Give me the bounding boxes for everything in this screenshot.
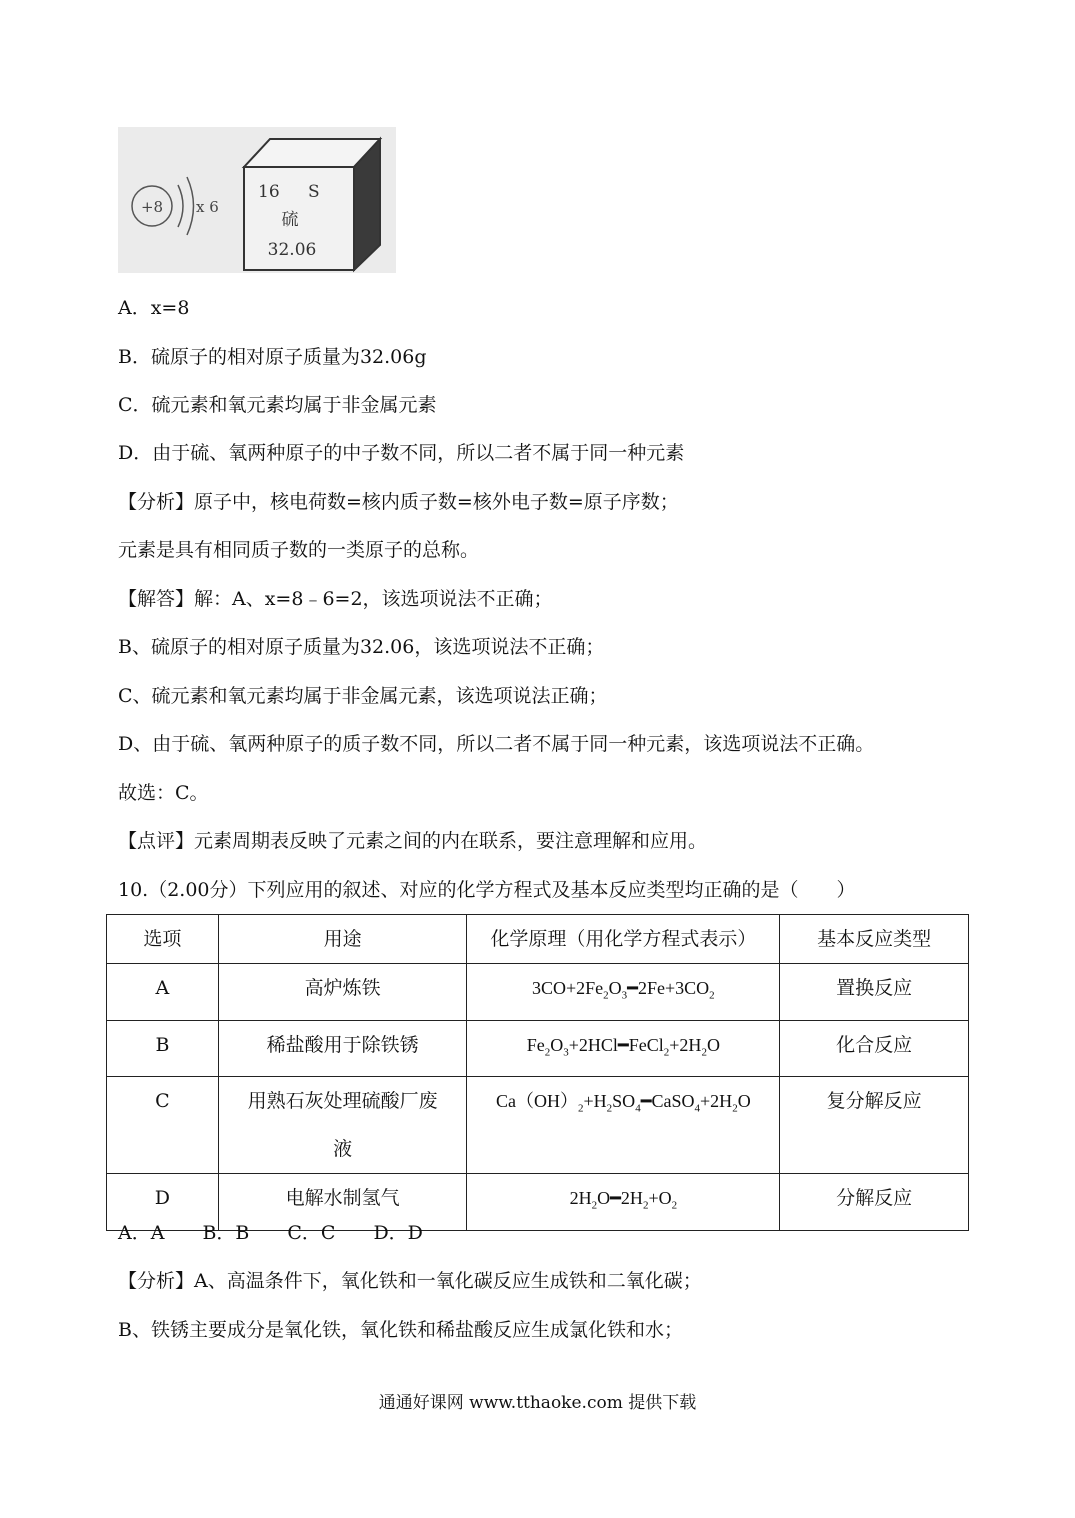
- atomic-mass: 32.06: [267, 240, 317, 260]
- header-cell: 选项: [107, 915, 219, 964]
- use-cell-line: 用熟石灰处理硫酸厂废: [247, 1090, 438, 1113]
- q9-option-a: A．x=8: [118, 297, 190, 319]
- equation-cell: $2H_2O━2H_2+O_2$: [467, 1174, 780, 1231]
- header-cell: 用途: [218, 915, 467, 964]
- use-cell: [218, 1077, 467, 1174]
- q9-option-c: C．硫元素和氧元素均属于非金属元素: [118, 394, 437, 416]
- figure-drawing: [118, 127, 396, 273]
- shell-arc-inner: [178, 185, 183, 227]
- shell-electron-label: x 6: [196, 198, 219, 216]
- table-header-row: [107, 915, 969, 964]
- use-cell-line: 液: [333, 1138, 353, 1161]
- option-cell: C: [107, 1077, 219, 1174]
- element-symbol: S: [308, 182, 320, 202]
- reaction-type-cell: 置换反应: [780, 964, 969, 1021]
- q9-answer-line: D、由于硫、氧两种原子的质子数不同，所以二者不属于同一种元素，该选项说法不正确。: [118, 733, 875, 755]
- q9-option-d: D．由于硫、氧两种原子的中子数不同，所以二者不属于同一种元素: [118, 442, 685, 464]
- q9-option-b: B．硫原子的相对原子质量为32.06g: [118, 346, 427, 368]
- q10-table: [106, 914, 969, 1231]
- q9-analysis-line: 元素是具有相同质子数的一类原子的总称。: [118, 539, 480, 561]
- atomic-number: 16: [258, 182, 280, 202]
- nucleus-charge: +8: [140, 198, 164, 216]
- q9-answer-line: C、硫元素和氧元素均属于非金属元素，该选项说法正确；: [118, 685, 608, 707]
- q9-analysis-line: 【分析】原子中，核电荷数=核内质子数=核外电子数=原子序数；: [118, 491, 679, 513]
- table-row: [107, 1077, 969, 1174]
- reaction-type-cell: 复分解反应: [780, 1077, 969, 1174]
- header-cell: 基本反应类型: [780, 915, 969, 964]
- atom-and-element-figure: [118, 127, 396, 273]
- q10-question: 10.（2.00分）下列应用的叙述、对应的化学方程式及基本反应类型均正确的是（ ）: [118, 879, 856, 901]
- equation-cell: $3CO+2Fe_2O_3━2Fe+3CO_2$: [467, 964, 780, 1021]
- use-cell: 高炉炼铁: [218, 964, 467, 1021]
- option-cell: D: [107, 1174, 219, 1231]
- q10-choices: A．A B．B C．C D．D: [118, 1222, 423, 1244]
- q9-answer-line: 【解答】解：A、x=8﹣6=2，该选项说法不正确；: [118, 588, 553, 610]
- page-footer: 通通好课网 www.tthaoke.com 提供下载: [378, 1393, 697, 1413]
- q10-analysis-line: B、铁锈主要成分是氧化铁，氧化铁和稀盐酸反应生成氯化铁和水；: [118, 1319, 683, 1341]
- use-cell: 电解水制氢气: [218, 1174, 467, 1231]
- q9-answer-line: B、硫原子的相对原子质量为32.06，该选项说法不正确；: [118, 636, 605, 658]
- option-cell: A: [107, 964, 219, 1021]
- equation-cell: $Ca(OH)_2+H_2SO_4━CaSO_4+2H_2O$: [467, 1077, 780, 1174]
- use-cell: 稀盐酸用于除铁锈: [218, 1020, 467, 1077]
- table-row: [107, 1020, 969, 1077]
- reaction-type-cell: 化合反应: [780, 1020, 969, 1077]
- table-row: [107, 964, 969, 1021]
- q9-comment: 【点评】元素周期表反映了元素之间的内在联系，要注意理解和应用。: [118, 830, 708, 852]
- element-name: 硫: [281, 210, 299, 230]
- header-cell: 化学原理（用化学方程式表示）: [467, 915, 780, 964]
- option-cell: B: [107, 1020, 219, 1077]
- equation-cell: $Fe_2O_3+2HCl━FeCl_2+2H_2O$: [467, 1020, 780, 1077]
- q9-answer-choice: 故选：C。: [118, 782, 209, 804]
- shell-arc-outer: [187, 177, 194, 235]
- q10-analysis-line: 【分析】A、高温条件下，氧化铁和一氧化碳反应生成铁和二氧化碳；: [118, 1270, 702, 1292]
- reaction-type-cell: 分解反应: [780, 1174, 969, 1231]
